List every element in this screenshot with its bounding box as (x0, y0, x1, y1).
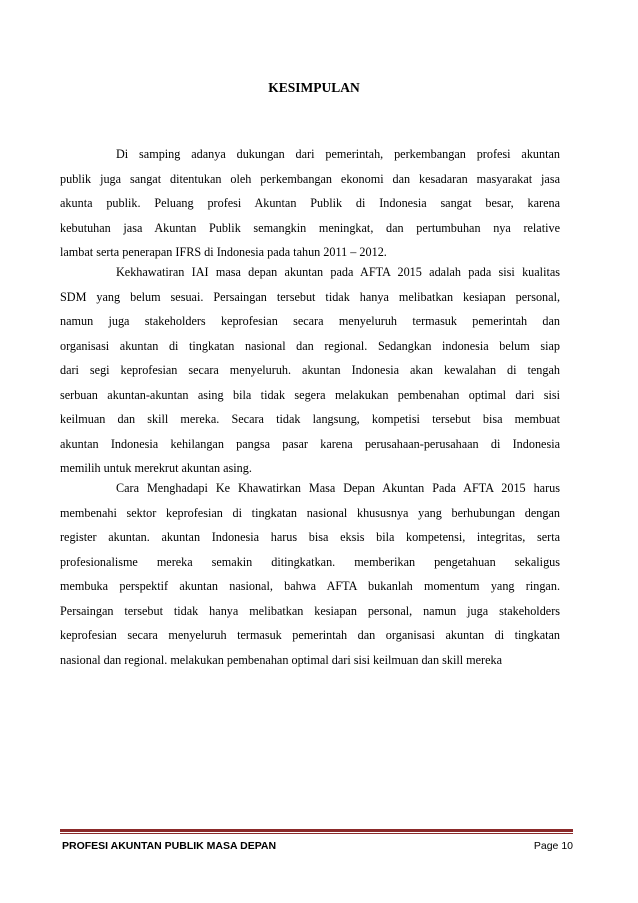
paragraph-line: membenahi sektor keprofesian di tingkatan nasional khususnya yang berhubungan dengan (60, 505, 560, 520)
paragraph-line: keprofesian secara menyeluruh termasuk pemerintah dan organisasi akuntan di tingkatan (60, 628, 560, 642)
paragraph-line: nasional dan regional. melakukan pembenahan optimal dari sisi keilmuan dan skill mereka (60, 652, 503, 667)
paragraph-cara-menghadapi (60, 476, 560, 672)
paragraph-line: kebutuhan jasa Akuntan Publik semangkin meningkat, dan pertumbuhan nya relative (60, 220, 560, 235)
paragraph-line: keilmuan dan skill mereka. Secara tidak langsung, kompetisi tersebut bisa membuat (60, 412, 560, 426)
page-footer (62, 838, 573, 854)
footer-rule-thin (60, 833, 573, 834)
paragraph-line: publik juga sangat ditentukan oleh perkembangan ekonomi dan kesadaran masyarakat jasa (60, 171, 560, 186)
paragraph-kekhawatiran-iai (60, 260, 560, 481)
footer-page-number: Page 10 (533, 840, 573, 852)
footer-document-title: PROFESI AKUNTAN PUBLIK MASA DEPAN (62, 840, 277, 852)
paragraph-line: memilih untuk merekrut akuntan asing. (60, 461, 252, 475)
paragraph-line: namun juga stakeholders keprofesian secara menyeluruh termasuk pemerintah dan (60, 314, 560, 328)
paragraph-dukungan-pemerintah (60, 142, 560, 265)
paragraph-line: akunta publik. Peluang profesi Akuntan Publik di Indonesia sangat besar, karena (60, 196, 560, 210)
paragraph-line: dari segi keprofesian secara menyeluruh. akuntan Indonesia akan kewalahan di tengah (60, 363, 560, 377)
paragraph-line: serbuan akuntan-akuntan asing bila tidak segera melakukan pembenahan optimal dari sisi (60, 387, 560, 402)
footer-rule-thick (60, 829, 573, 832)
paragraph-line: register akuntan. akuntan Indonesia harus bisa eksis bila kompetensi, integritas, serta (60, 530, 560, 544)
paragraph-line: SDM yang belum sesuai. Persaingan tersebut tidak hanya melibatkan kesiapan personal, (60, 289, 560, 304)
paragraph-line: profesionalisme mereka semakin ditingkatkan. memberikan pengetahuan sekaligus (60, 554, 560, 569)
paragraph-line: Kekhawatiran IAI masa depan akuntan pada AFTA 2015 adalah pada sisi kualitas (116, 265, 560, 279)
paragraph-line: Persaingan tersebut tidak hanya melibatkan kesiapan personal, namun juga stakeholders (60, 603, 560, 618)
paragraph-line: lambat serta penerapan IFRS di Indonesia pada tahun 2011 – 2012. (60, 245, 387, 259)
paragraph-line: Di samping adanya dukungan dari pemerintah, perkembangan profesi akuntan (116, 147, 560, 161)
paragraph-line: akuntan Indonesia kehilangan pangsa pasar karena perusahaan-perusahaan di Indonesia (60, 436, 560, 451)
paragraph-line: organisasi akuntan di tingkatan nasional dan regional. Sedangkan indonesia belum siap (60, 338, 560, 353)
page-title: KESIMPULAN (268, 80, 360, 95)
paragraph-line: Cara Menghadapi Ke Khawatirkan Masa Depan Akuntan Pada AFTA 2015 harus (116, 481, 560, 495)
paragraph-line: membuka perspektif akuntan nasional, bahwa AFTA bukanlah momentum yang ringan. (60, 579, 560, 593)
